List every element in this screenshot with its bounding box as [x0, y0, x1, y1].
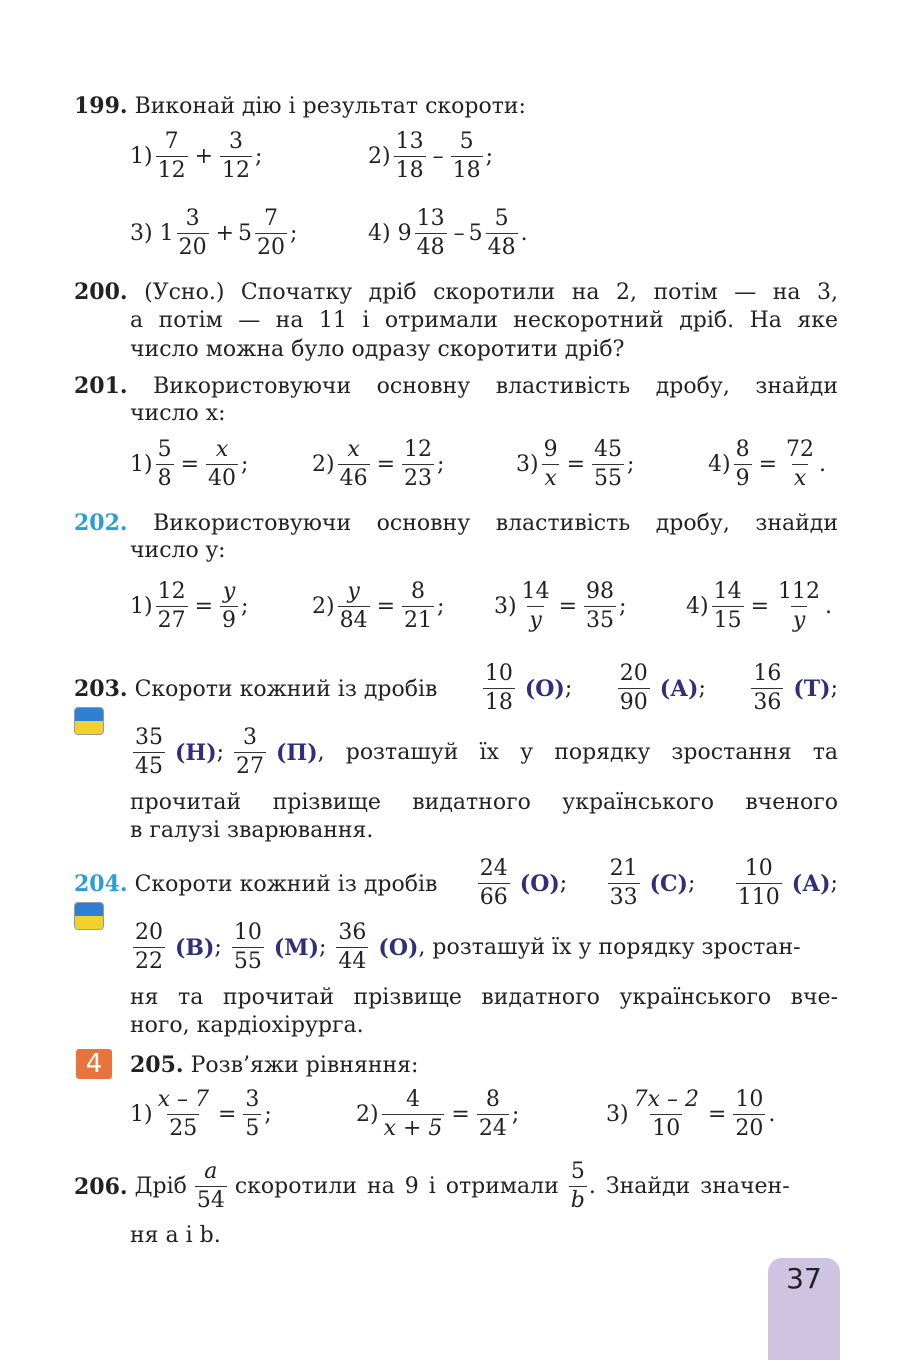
- task-199-item-1: [130, 128, 262, 185]
- item-label: 1): [130, 594, 153, 619]
- fraction: $\frac{20}{90}$: [619, 661, 648, 715]
- fraction: $\frac{8}{24}$: [478, 1087, 507, 1141]
- task-202-item-1: 1) $\frac{12}{27}$ = $\frac{y}{9}$ ;: [130, 579, 249, 633]
- item-label: 1): [130, 144, 153, 169]
- fraction: $\frac{8}{21}$: [404, 579, 433, 633]
- task-text: (Усно.) Спочатку дріб скоротили на 2, потім — на 3,: [144, 280, 838, 305]
- letter-label: (Т): [793, 675, 831, 702]
- task-205-item-3: 3) $\frac{7x - 2}{10}$ = $\frac{10}{20}$ .: [606, 1087, 776, 1141]
- letter-label: (В): [175, 934, 215, 961]
- whole-part: 5: [468, 221, 483, 246]
- item-label: 2): [312, 594, 335, 619]
- item-label: 3): [130, 221, 153, 246]
- task-202-line-1: [74, 509, 838, 538]
- punct: ;: [241, 594, 249, 619]
- task-number: 201.: [74, 373, 128, 399]
- task-202-line-2: число y:: [130, 538, 226, 563]
- item-label: 4): [708, 452, 731, 477]
- fraction: $\frac{10}{18}$: [484, 661, 513, 715]
- letter-label: (П): [276, 739, 318, 766]
- punct: ;: [511, 1102, 520, 1127]
- task-204-line-2: $\frac{20}{22}$ (В) ; $\frac{10}{55}$ (М) ; $\frac{36}{44}$ (О) , розташуй їх у порядку зростан-: [130, 919, 838, 976]
- task-202-item-2: 2) $\frac{y}{84}$ = $\frac{8}{21}$ ;: [312, 579, 445, 633]
- item-label: 3): [516, 452, 539, 477]
- task-206-line-2: ня a і b.: [130, 1223, 221, 1248]
- fraction: $\frac{3}{12}$: [222, 129, 251, 183]
- task-199-header: [74, 92, 526, 121]
- fraction: $\frac{5}{8}$: [157, 437, 172, 491]
- fraction: $\frac{21}{33}$: [609, 856, 638, 910]
- item-label: 4): [686, 594, 709, 619]
- task-203-line-2: $\frac{35}{45}$ (Н) ; $\frac{3}{27}$ (П) , розташуй їх у порядку зростання та: [135, 725, 838, 779]
- fraction: $\frac{x}{40}$: [208, 437, 237, 491]
- task-203-line-1: 203. Скороти кожний із дробів $\frac{10}{18}$ (О) ; $\frac{20}{90}$ (А) ; $\frac{16}{36}$ (Т) ;: [74, 661, 838, 715]
- fraction: $\frac{3}{27}$: [236, 725, 265, 779]
- task-text: . Знайди значен-: [588, 1174, 790, 1199]
- task-199-item-3: [130, 205, 297, 262]
- task-200-line-2: а потім — на 11 і отримали нескоротний дріб. На яке: [130, 308, 838, 333]
- task-205-item-1: 1) $\frac{x - 7}{25}$ = $\frac{3}{5}$ ;: [130, 1087, 272, 1141]
- task-204-line-1: 204. Скороти кожний із дробів $\frac{24}{66}$ (О) ; $\frac{21}{33}$ (С) ; $\frac{10}{110}$ (А) ;: [74, 856, 838, 910]
- task-202-item-4: 4) $\frac{14}{15}$ = $\frac{112}{y}$ .: [686, 579, 833, 633]
- task-205-header: [130, 1051, 418, 1080]
- task-number: 200.: [74, 279, 128, 305]
- task-number: 199.: [74, 93, 128, 119]
- task-201-line-1: [74, 372, 838, 401]
- task-203-line-3: прочитай прізвище видатного українського вченого: [130, 790, 838, 815]
- letter-label: (А): [791, 870, 831, 897]
- punct: .: [768, 1102, 776, 1127]
- fraction: $\frac{5}{18}$: [452, 129, 481, 183]
- fraction: $\frac{13}{18}$: [395, 129, 424, 183]
- fraction: $\frac{8}{9}$: [735, 437, 750, 491]
- punct: ;: [255, 144, 263, 169]
- item-label: 3): [606, 1102, 629, 1127]
- fraction: $\frac{14}{15}$: [713, 579, 742, 633]
- task-number: 203.: [74, 675, 128, 702]
- punct: .: [520, 221, 528, 246]
- punct: ;: [619, 594, 627, 619]
- task-199-item-4: [368, 205, 528, 262]
- fraction: $\frac{112}{y}$: [778, 579, 821, 633]
- task-number: 204.: [74, 870, 128, 897]
- task-204-line-4: ного, кардіохірурга.: [130, 1013, 364, 1038]
- fraction: $\frac{10}{55}$: [233, 920, 262, 974]
- fraction: $\frac{x}{46}$: [339, 437, 368, 491]
- punct: ;: [437, 452, 445, 477]
- punct: .: [819, 452, 827, 477]
- task-text: Виконай дію і результат скороти:: [134, 94, 526, 119]
- task-text: Дріб: [134, 1174, 187, 1199]
- letter-label: (М): [273, 934, 319, 961]
- letter-label: (О): [524, 675, 565, 702]
- item-label: 2): [368, 144, 391, 169]
- item-label: 2): [356, 1102, 379, 1127]
- letter-label: (А): [659, 675, 699, 702]
- punct: .: [825, 594, 833, 619]
- fraction: $\frac{4}{x + 5}$: [383, 1087, 443, 1141]
- task-205-item-2: 2) $\frac{4}{x + 5}$ = $\frac{8}{24}$ ;: [356, 1087, 520, 1141]
- fraction: $\frac{3}{20}$: [178, 206, 207, 260]
- punct: ;: [241, 452, 249, 477]
- letter-label: (О): [378, 934, 419, 961]
- item-label: 1): [130, 1102, 153, 1127]
- task-text: Скороти кожний із дробів: [134, 871, 438, 897]
- task-201-item-4: 4) $\frac{8}{9}$ = $\frac{72}{x}$ .: [708, 437, 827, 491]
- operator: +: [194, 144, 214, 169]
- punct: ;: [290, 221, 298, 246]
- fraction: $\frac{3}{5}$: [245, 1087, 260, 1141]
- fraction: $\frac{24}{66}$: [479, 856, 508, 910]
- level-4-icon: 4: [76, 1049, 112, 1079]
- operator: –: [432, 144, 444, 169]
- page-number: 37: [786, 1262, 822, 1295]
- fraction: $\frac{y}{9}$: [222, 579, 237, 633]
- fraction: $\frac{x - 7}{25}$: [157, 1087, 209, 1141]
- fraction: $\frac{12}{27}$: [157, 579, 186, 633]
- item-label: 2): [312, 452, 335, 477]
- task-text: Скороти кожний із дробів: [134, 676, 438, 702]
- punct: ;: [627, 452, 635, 477]
- whole-part: 5: [238, 221, 253, 246]
- fraction: $\frac{9}{x}$: [543, 437, 558, 491]
- task-text: Використовуючи основну властивість дробу, знайди: [153, 511, 838, 536]
- task-text: Використовуючи основну властивість дробу, знайди: [153, 374, 838, 399]
- fraction: $\frac{98}{35}$: [586, 579, 615, 633]
- fraction: $\frac{5}{48}$: [487, 206, 516, 260]
- fraction: $\frac{7}{12}$: [157, 129, 186, 183]
- task-number: 205.: [130, 1052, 184, 1078]
- fraction: $\frac{7}{20}$: [257, 206, 286, 260]
- fraction: $\frac{12}{23}$: [404, 437, 433, 491]
- item-label: 4): [368, 221, 391, 246]
- fraction: $\frac{20}{22}$: [135, 920, 163, 974]
- task-206-line-1: [74, 1158, 838, 1215]
- punct: ;: [264, 1102, 272, 1127]
- task-text: Розв’яжи рівняння:: [190, 1053, 419, 1078]
- fraction: $\frac{13}{48}$: [416, 206, 445, 260]
- task-201-item-1: 1) $\frac{5}{8}$ = $\frac{x}{40}$ ;: [130, 437, 249, 491]
- whole-part: 9: [397, 221, 412, 246]
- punct: ;: [485, 144, 494, 169]
- task-text: , розташуй їх у порядку зростан-: [418, 935, 801, 960]
- fraction: $\frac{36}{44}$: [338, 920, 367, 974]
- ukraine-flag-icon: [74, 902, 104, 930]
- task-200-line-1: [74, 278, 838, 307]
- whole-part: 1: [159, 221, 174, 246]
- fraction: $\frac{7x - 2}{10}$: [633, 1087, 699, 1141]
- task-199-item-2: [368, 128, 493, 185]
- fraction: $\frac{y}{84}$: [339, 579, 368, 633]
- task-201-item-2: 2) $\frac{x}{46}$ = $\frac{12}{23}$ ;: [312, 437, 445, 491]
- punct: ;: [437, 594, 445, 619]
- task-200-line-3: число можна було одразу скоротити дріб?: [130, 337, 625, 362]
- ukraine-flag-icon: [74, 707, 104, 735]
- task-201-line-2: число x:: [130, 401, 226, 426]
- letter-label: (Н): [175, 739, 217, 766]
- task-203-line-4: в галузі зварювання.: [130, 818, 374, 843]
- fraction: $\frac{a}{54}$: [196, 1159, 225, 1213]
- task-text: , розташуй їх у порядку зростання та: [317, 740, 838, 765]
- item-label: 3): [494, 594, 517, 619]
- operator: +: [215, 221, 235, 246]
- item-label: 1): [130, 452, 153, 477]
- fraction: $\frac{10}{20}$: [735, 1087, 764, 1141]
- task-number: 202.: [74, 510, 128, 536]
- task-202-item-3: 3) $\frac{14}{y}$ = $\frac{98}{35}$ ;: [494, 579, 627, 633]
- fraction: $\frac{45}{55}$: [594, 437, 623, 491]
- fraction: $\frac{72}{x}$: [786, 437, 815, 491]
- fraction: $\frac{16}{36}$: [753, 661, 782, 715]
- task-number: 206.: [74, 1173, 128, 1200]
- task-204-line-3: ня та прочитай прізвище видатного українського вче-: [130, 985, 838, 1010]
- letter-label: (О): [519, 870, 560, 897]
- letter-label: (С): [649, 870, 688, 897]
- operator: –: [453, 221, 465, 246]
- fraction: $\frac{14}{y}$: [521, 579, 550, 633]
- task-text: скоротили на 9 і отримали: [234, 1174, 559, 1199]
- fraction: $\frac{10}{110}$: [737, 856, 780, 910]
- fraction: $\frac{35}{45}$: [135, 725, 163, 779]
- task-201-item-3: 3) $\frac{9}{x}$ = $\frac{45}{55}$ ;: [516, 437, 635, 491]
- fraction: $\frac{5}{b}$: [570, 1159, 585, 1213]
